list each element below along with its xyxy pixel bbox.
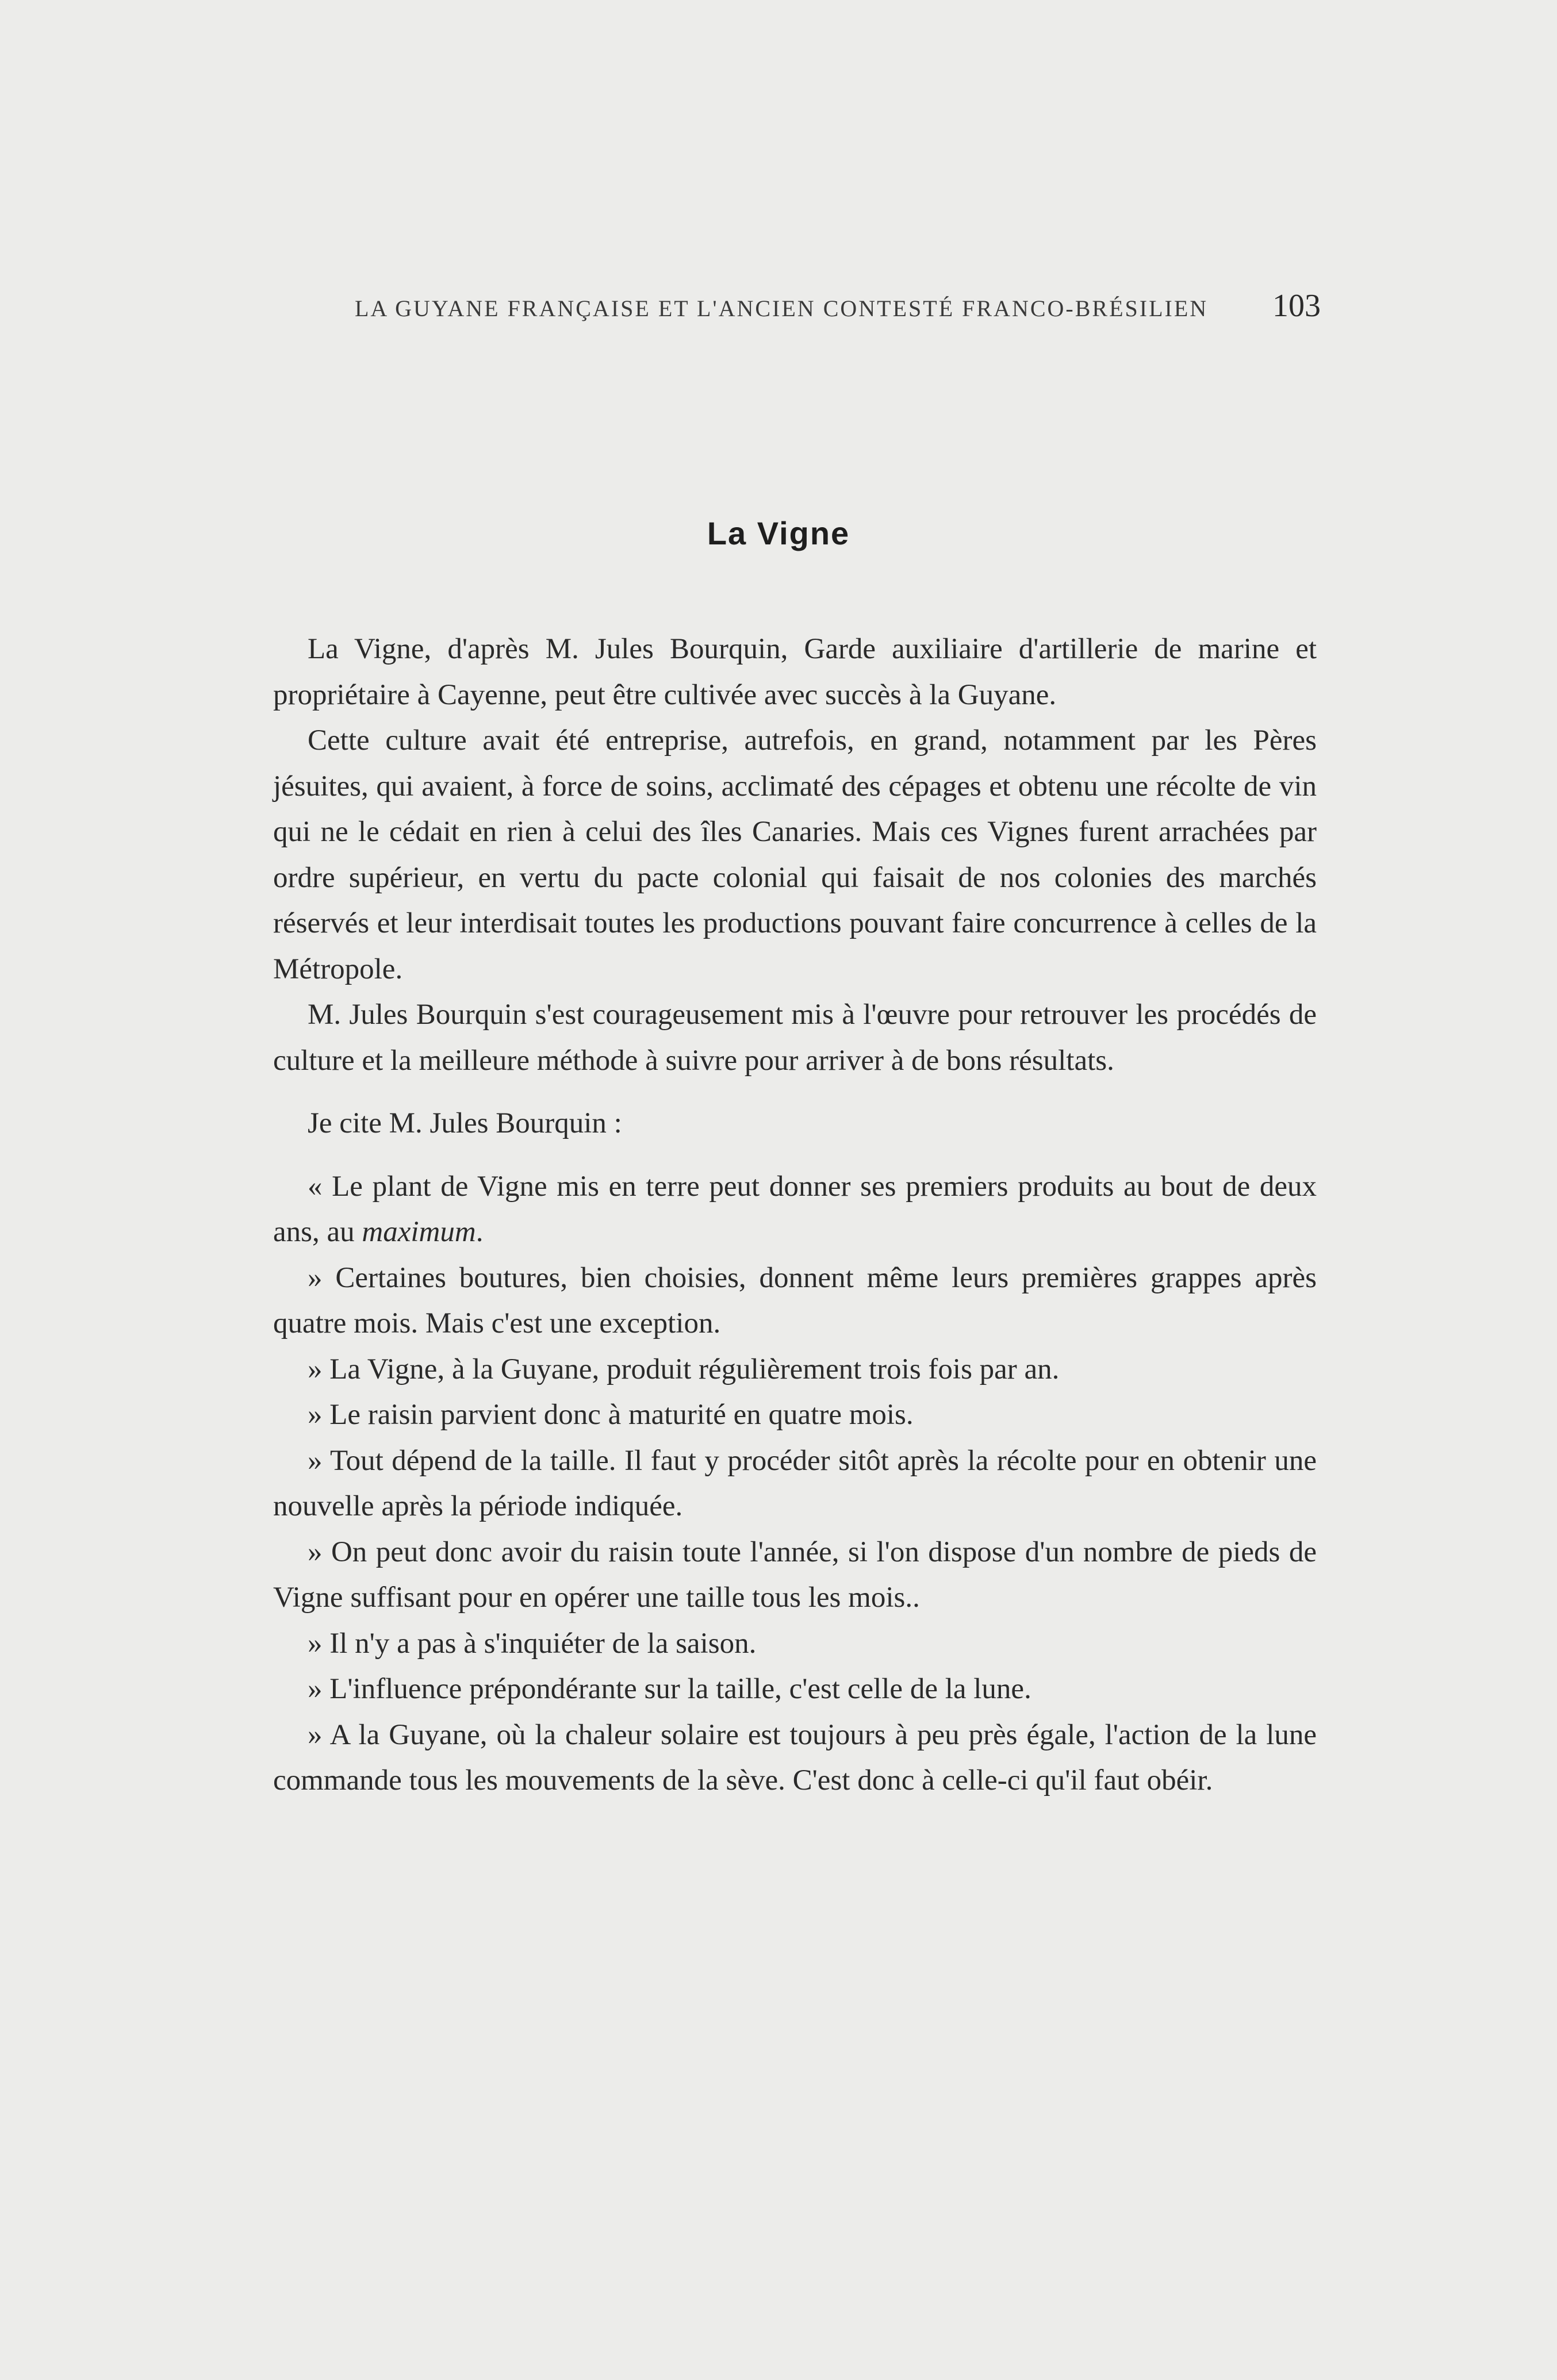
quote-paragraph: » Certaines boutures, bien choisies, donnent même leurs premières grappes après quatre mois. Mais c'est une exception. — [273, 1261, 1317, 1339]
quote-paragraph: » A la Guyane, où la chaleur solaire est toujours à peu près égale, l'action de la lune commande tous les mouvements de la sève. C'est donc à celle-ci qu'il faut obéir. — [273, 1718, 1317, 1796]
quote-paragraph — [273, 1164, 1317, 1256]
quote-paragraph: » La Vigne, à la Guyane, produit régulièrement trois fois par an. — [308, 1353, 1060, 1385]
body-text — [273, 627, 1317, 1804]
paragraph: Cette culture avait été entreprise, autrefois, en grand, notamment par les Pères jésuites, qui avaient, à force de soins, acclimaté des cépages et obtenu une récolte de vin qui ne le cédait en rien à celui des îles Canaries. Mais ces Vignes furent arrachées par ordre supérieur, en vertu du pacte colonial qui faisait de nos colonies des marchés réservés et leur interdisait toutes les productions pouvant faire concurrence à celles de la Métropole. — [273, 724, 1317, 985]
running-head — [355, 287, 1321, 328]
quote-paragraph: » On peut donc avoir du raisin toute l'année, si l'on dispose d'un nombre de pieds de Vigne suffisant pour en opérer une taille tous les mois.. — [273, 1536, 1317, 1614]
quote-paragraph: » Tout dépend de la taille. Il faut y procéder sitôt après la récolte pour en obtenir une nouvelle après la période indiquée. — [273, 1444, 1317, 1522]
quote-emphasis: maximum — [362, 1216, 476, 1248]
section-title: La Vigne — [707, 515, 850, 551]
quote-text: . — [475, 1216, 484, 1248]
quote-paragraph: » L'influence prépondérante sur la taille, c'est celle de la lune. — [308, 1673, 1031, 1705]
page-number: 103 — [1272, 288, 1321, 324]
paragraph: Je cite M. Jules Bourquin : — [308, 1107, 622, 1139]
paragraph: La Vigne, d'après M. Jules Bourquin, Garde auxiliaire d'artillerie de marine et propriétaire à Cayenne, peut être cultivée avec succès à la Guyane. — [273, 633, 1317, 711]
quote-paragraph: » Le raisin parvient donc à maturité en quatre mois. — [308, 1399, 914, 1431]
quote-paragraph: » Il n'y a pas à s'inquiéter de la saison. — [308, 1627, 757, 1660]
paragraph: M. Jules Bourquin s'est courageusement mis à l'œuvre pour retrouver les procédés de culture et la meilleure méthode à suivre pour arriver à de bons résultats. — [273, 999, 1317, 1077]
quote-text: « Le plant de Vigne mis en terre peut donner ses premiers produits au bout de deux ans, au — [273, 1170, 1317, 1248]
running-title: LA GUYANE FRANÇAISE ET L'ANCIEN CONTESTÉ FRANCO-BRÉSILIEN — [355, 295, 1209, 321]
